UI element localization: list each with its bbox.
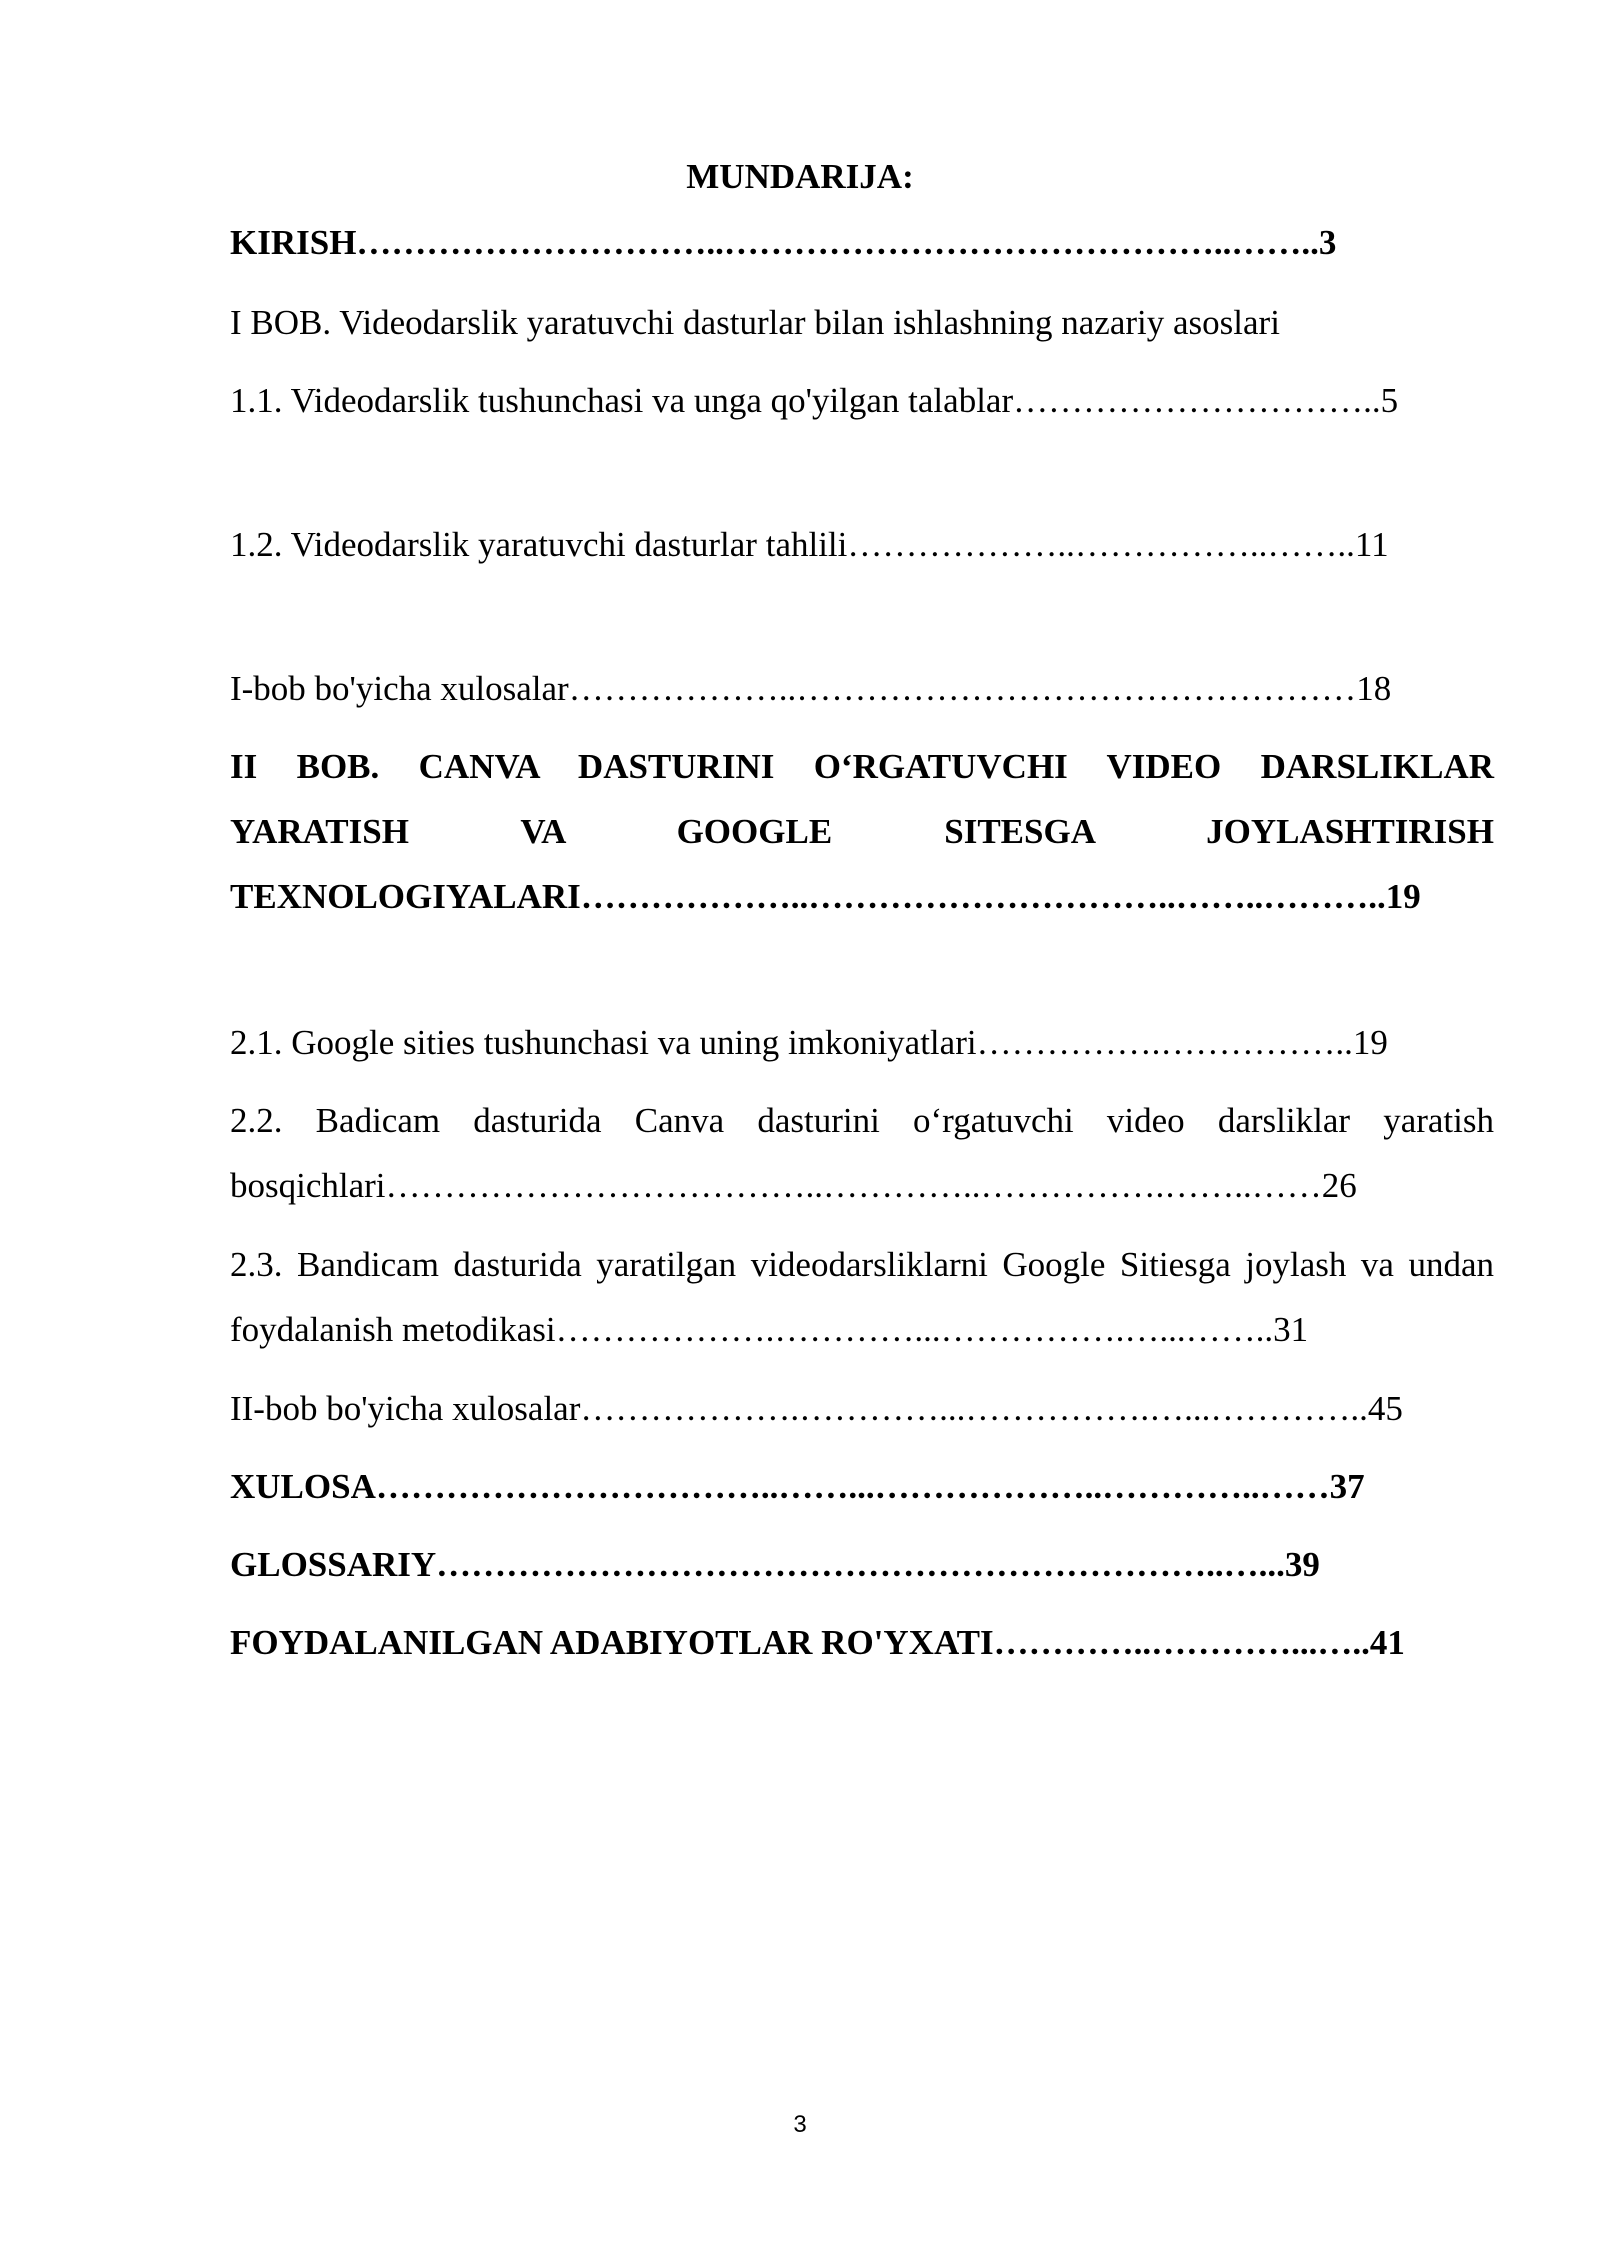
toc-heading: MUNDARIJA: (686, 157, 914, 196)
toc-entry-references: FOYDALANILGAN ADABIYOTLAR RO'YXATI…………..…………...…..41 (230, 1623, 1405, 1662)
toc-entry-chapter-1-conclusion: I-bob bo'yicha xulosalar………………..…………………………………………18 (230, 669, 1392, 708)
toc-entry-section-1-2: 1.2. Videodarslik yaratuvchi dasturlar tahlili………………..……………..……..11 (230, 525, 1389, 564)
toc-entry-section-2-2: 2.2. Badicam dasturida Canva dasturini o‘rgatuvchi video darsliklar yaratish bosqichlari………………………………..…………..…………….……..……26 (230, 1101, 1494, 1205)
toc-entry-xulosa: XULOSA……………………………..……...………………..…………..……37 (230, 1467, 1365, 1506)
toc-entry-chapter-2: II BOB. CANVA DASTURINI O‘RGATUVCHI VIDEO DARSLIKLAR YARATISH VA GOOGLE SITESGA JOYLASHTIRISH TEXNOLOGIYALARI………………..…………………………..……..………..19 (230, 747, 1494, 916)
toc-entry-glossariy: GLOSSARIY…………………………………………………………..…...39 (230, 1545, 1320, 1584)
toc-entry-section-2-3: 2.3. Bandicam dasturida yaratilgan videodarsliklarni Google Sitiesga joylash va undan foydalanish metodikasi……………….…………...…………….…...……..31 (230, 1245, 1494, 1349)
toc-entry-section-1-1: 1.1. Videodarslik tushunchasi va unga qo'yilgan talablar…………………………..5 (230, 381, 1399, 420)
page-number: 3 (793, 2111, 807, 2138)
toc-entry-chapter-2-conclusion: II-bob bo'yicha xulosalar……………….…………...…………….…...…………..45 (230, 1389, 1403, 1428)
toc-entry-section-2-1: 2.1. Google sities tushunchasi va uning imkoniyatlari…………….……………..19 (230, 1023, 1388, 1062)
toc-entry-kirish: KIRISH…………………………..……………………………………..……..3 (230, 223, 1337, 262)
toc-entry-chapter-1: I BOB. Videodarslik yaratuvchi dasturlar bilan ishlashning nazariy asoslari (230, 303, 1280, 342)
